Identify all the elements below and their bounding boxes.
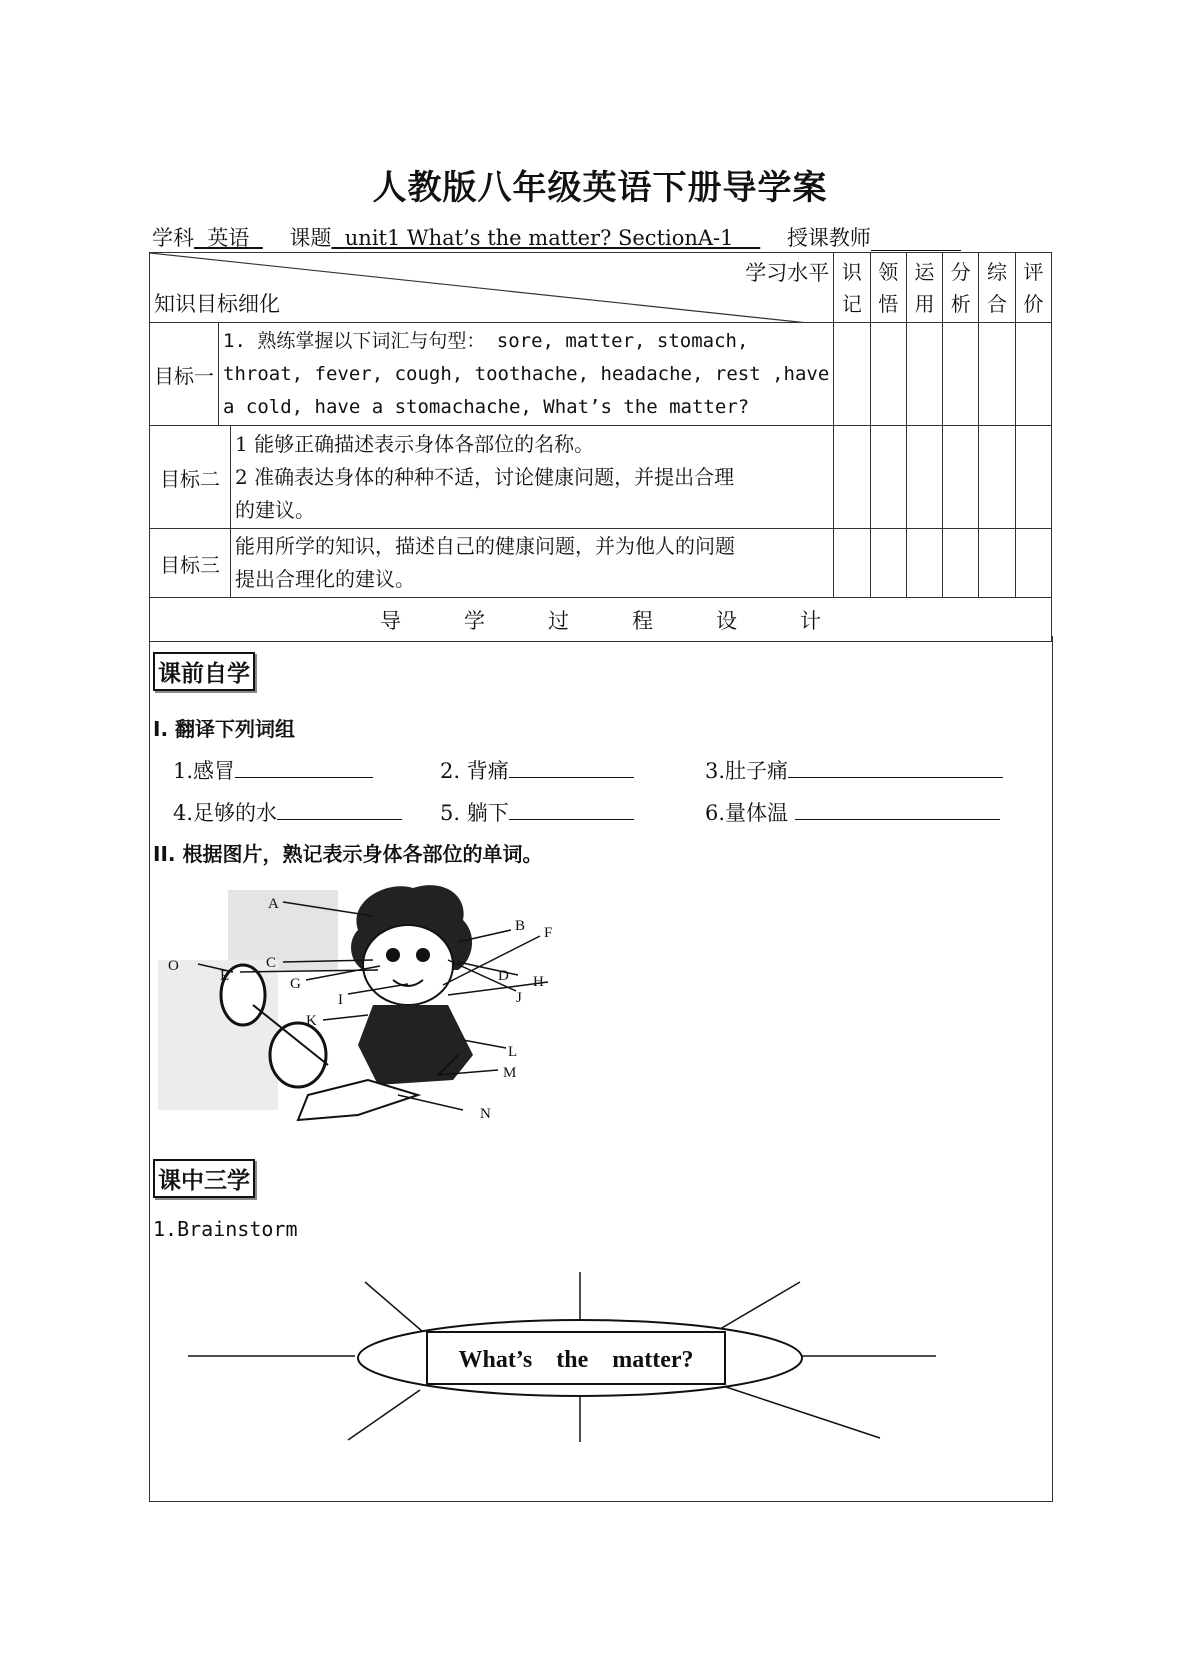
process-header: 导 学 过 程 设 计 — [150, 598, 1052, 642]
goal-3-label: 目标三 — [150, 529, 231, 597]
figure-label-e: E — [220, 968, 230, 984]
header-diagonal-cell — [150, 253, 834, 323]
level-cell-comprehend: 领 悟 — [870, 253, 906, 323]
figure-label-a: A — [268, 896, 279, 912]
lesson-meta — [152, 222, 961, 252]
goal-3-eval — [906, 529, 942, 598]
goal-3-text: 能用所学的知识，描述自己的健康问题，并为他人的问题 提出合理化的建议。 — [235, 534, 735, 591]
goal-2-eval — [906, 426, 942, 529]
face-shape — [363, 925, 453, 1005]
page-title: 人教版八年级英语下册导学案 — [372, 168, 828, 208]
eye-shape — [386, 948, 400, 962]
goal-3-eval — [979, 529, 1015, 598]
goal-1-eval — [979, 323, 1015, 426]
figure-label-f: F — [544, 925, 553, 941]
figure-label-l: L — [508, 1044, 518, 1060]
goal-1-eval — [870, 323, 906, 426]
topic-label: 课题 — [289, 226, 332, 250]
goal-3-eval — [943, 529, 979, 598]
goal-2-text: 1 能够正确描述表示身体各部位的名称。 2 准确表达身体的种种不适，讨论健康问题，并提出合理 的建议。 — [235, 431, 735, 522]
figure-label-d: D — [498, 968, 509, 984]
level-header: 学习水平 — [745, 261, 830, 285]
topic-value: unit1 What’s the matter? SectionA-1 — [344, 226, 734, 250]
translate-item-4: 4.足够的水 — [173, 797, 402, 827]
eye-shape — [416, 948, 430, 962]
level-cell-evaluate: 评 价 — [1015, 253, 1051, 323]
figure-label-g: G — [290, 976, 301, 992]
level-cell-memorize: 识 记 — [834, 253, 870, 323]
subject-value: 英语 — [207, 226, 250, 250]
goal-2-eval — [979, 426, 1015, 529]
figure-label-i: I — [338, 992, 343, 1008]
figure-label-n: N — [480, 1106, 491, 1122]
translate-item-6: 6.量体温 — [705, 797, 1000, 827]
q2-title: II. 根据图片，熟记表示身体各部位的单词。 — [153, 842, 543, 866]
figure-label-j: J — [516, 990, 522, 1006]
objective-header: 知识目标细化 — [154, 292, 280, 316]
brainstorm-diagram — [180, 1270, 940, 1450]
goal-3-eval — [1015, 529, 1051, 598]
translate-item-3: 3.肚子痛 — [705, 755, 1003, 785]
translate-item-1: 1.感冒 — [173, 755, 373, 785]
level-cell-analyze: 分 析 — [943, 253, 979, 323]
q1-title: I. 翻译下列词组 — [153, 717, 296, 741]
level-cell-synthesize: 综 合 — [979, 253, 1015, 323]
figure-label-o: O — [168, 958, 179, 974]
brainstorm-label: 1.Brainstorm — [153, 1217, 298, 1241]
figure-label-h: H — [533, 974, 544, 990]
goal-1-eval — [906, 323, 942, 426]
goal-1-text: 1. 熟练掌握以下词汇与句型： sore, matter, stomach, throat, fever, cough, toothache, headache, rest ,have a cold, have a stomachache, What’s the matter? — [223, 329, 830, 418]
objectives-table — [149, 252, 1052, 642]
figure-label-m: M — [503, 1065, 517, 1081]
goal-1-eval — [834, 323, 870, 426]
figure-label-k: K — [306, 1013, 317, 1029]
translate-item-2: 2. 背痛 — [440, 755, 634, 785]
figure-label-b: B — [515, 918, 526, 934]
figure-label-c: C — [266, 955, 277, 971]
shoe-shape — [270, 1023, 326, 1087]
teacher-label: 授课教师 — [786, 226, 871, 250]
goal-2-eval — [943, 426, 979, 529]
goal-3-row — [150, 529, 834, 598]
level-cell-apply: 运 用 — [906, 253, 942, 323]
in-class-heading: 课中三学 — [153, 1159, 255, 1198]
goal-1-eval — [943, 323, 979, 426]
pre-study-heading: 课前自学 — [153, 652, 255, 691]
subject-label: 学科 — [152, 226, 194, 250]
goal-3-eval — [870, 529, 906, 598]
teacher-blank — [871, 226, 961, 251]
goal-2-label: 目标二 — [150, 426, 231, 528]
goal-2-eval — [870, 426, 906, 529]
goal-3-eval — [834, 529, 870, 598]
goal-2-eval — [834, 426, 870, 529]
goal-1-eval — [1015, 323, 1051, 426]
goal-1-row — [150, 323, 834, 426]
goal-2-eval — [1015, 426, 1051, 529]
goal-1-label: 目标一 — [150, 323, 219, 425]
body-parts-figure — [158, 880, 578, 1140]
goal-2-row — [150, 426, 834, 529]
brainstorm-center-text: What’s the matter? — [458, 1347, 694, 1373]
translate-item-5: 5. 躺下 — [440, 797, 634, 827]
